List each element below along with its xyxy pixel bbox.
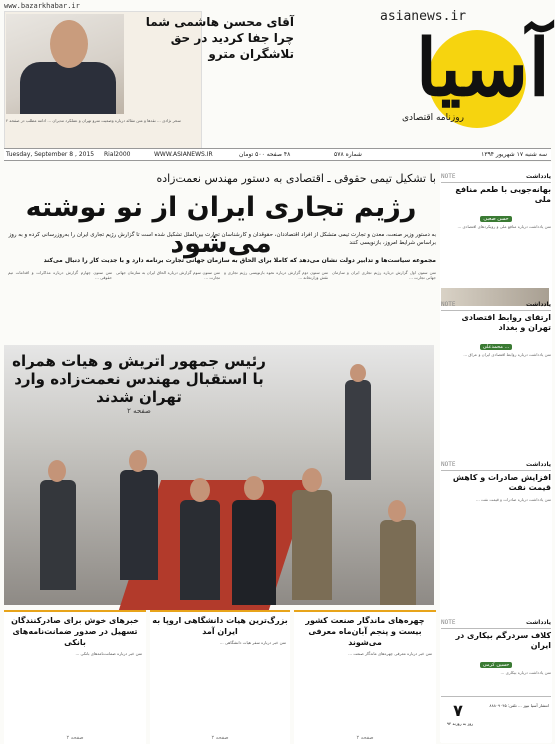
photo-figure: [120, 470, 158, 580]
photo-figure-head: [302, 468, 322, 492]
bottom-story-title: بزرگ‌ترین هیات دانشگاهی اروپا به ایران آمد: [152, 616, 288, 636]
dateline-date-fa: سه شنبه ۱۷ شهریور ۱۳۹۴: [481, 151, 547, 158]
publisher-address: انتشار آسیا نیوز ... تلفن: ۸۸۸۰۹۰۴۵: [489, 703, 549, 708]
main-lead: به دستور وزیر صنعت، معدن و تجارت تیمی متشکل از افراد اقتصاددان، حقوقدان و کارشناسان تجارت بین‌الملل تشکیل شده است تا گزارش رژیم تجاری ایران را به‌روزرسانی کرده و به روز براساس شرایط امروز، بازنویسی کنند: [8, 232, 436, 246]
inset-photo-figure: [20, 62, 116, 114]
note-label: NOTE: [441, 619, 456, 626]
masthead-logo: آسیا: [415, 23, 550, 114]
dateline-date-en: Tuesday, September 8 , 2015: [6, 151, 95, 158]
note-text: متن یادداشت درباره صادرات و قیمت نفت ...: [475, 497, 551, 502]
bottom-story-text: متن خبر درباره معرفی چهره‌های ماندگار صنعت ...: [348, 651, 432, 656]
photo-page-ref: صفحه ۲: [127, 407, 151, 415]
photo-figure-head: [350, 364, 366, 382]
dateline: [4, 148, 551, 161]
note-title: بهانه‌جویی با طعم منافع ملی: [455, 185, 551, 204]
note-title: افزایش صادرات و کاهش قیمت نفت: [452, 473, 551, 492]
right-column: [440, 162, 552, 742]
photo-figure: [40, 480, 76, 590]
note-tag: یادداشت: [526, 173, 551, 180]
bottom-story-title: خبرهای خوش برای صادرکنندگان تسهیل در صدور ضمانت‌نامه‌های بانکی: [11, 616, 139, 647]
main-column-4: متن ستون چهارم گزارش درباره مذاکرات و اقدامات تیم حقوقی ...: [8, 270, 112, 281]
main-column-2: متن ستون دوم گزارش درباره نحوه بازنویسی رژیم تجاری و نقش وزارتخانه ...: [224, 270, 328, 281]
photo-figure-head: [129, 450, 147, 472]
note-label: NOTE: [441, 301, 456, 308]
main-subhead: مجموعه سیاست‌ها و تدابیر دولت نشان می‌دهد که کاملا برای الحاق به سازمان جهانی تجارت برنامه دارد و با جدیت کار را دنبال می‌کند: [43, 257, 436, 264]
note-text: متن یادداشت درباره روابط اقتصادی ایران و عراق ...: [463, 352, 551, 357]
countdown-label: روز به روزنه ۹۴: [446, 721, 474, 726]
dateline-issue: شماره ۵۷۸: [334, 151, 362, 158]
note-text: متن یادداشت درباره منافع ملی و رویکردهای اقتصادی ...: [457, 224, 551, 229]
inset-title[interactable]: آقای محسن هاشمی شما چرا جفا کردید در حق تلاشگران مترو: [145, 15, 294, 61]
bottom-story-text: متن خبر درباره سفر هیات دانشگاهی ...: [219, 640, 286, 645]
dateline-price-en: Rial2000: [104, 151, 131, 158]
countdown-number: ۷: [453, 701, 463, 720]
note-author: حسین کرمی: [480, 662, 512, 668]
bottom-story-text: متن خبر درباره ضمانت‌نامه‌های بانکی ...: [75, 651, 142, 656]
photo-figure-head: [244, 476, 264, 500]
note-author: محمدعلی ...: [480, 344, 513, 350]
note-3[interactable]: [441, 460, 551, 617]
note-title: ارتقای روابط اقتصادی تهران و بغداد: [461, 313, 551, 332]
inset-photo-head: [50, 20, 88, 68]
main-kicker: با تشکیل تیمی حقوقی ـ اقتصادی به دستور مهندس نعمت‌زاده: [156, 172, 436, 185]
main-headline[interactable]: رژیم تجاری ایران از نو نوشته می‌شود: [25, 192, 417, 259]
photo-figure-head: [388, 500, 406, 522]
bottom-story-ref: صفحه ۲: [356, 735, 374, 741]
bottom-story-ref: صفحه ۲: [211, 735, 229, 741]
note-2[interactable]: [441, 300, 551, 442]
note-author: حسن صعبی: [480, 216, 511, 222]
note-tag: یادداشت: [526, 461, 551, 468]
masthead-site[interactable]: asianews.ir: [380, 9, 467, 24]
note-label: NOTE: [441, 173, 456, 180]
masthead-subtitle: روزنامه اقتصادی: [402, 113, 464, 123]
inset-text: سحر نژادی ... نقدها و متن مقاله درباره وضعیت مترو تهران و عملکرد مدیران ... ادامه مطلب در صفحه ۲: [6, 118, 181, 123]
note-text: متن یادداشت درباره بیکاری ...: [500, 670, 551, 675]
note-tag: یادداشت: [526, 619, 551, 626]
photo-figure-head: [190, 478, 210, 502]
bottom-story-3[interactable]: [4, 610, 146, 744]
photo-figure-soldier: [292, 490, 332, 600]
main-column-3: متن ستون سوم گزارش درباره الحاق ایران به سازمان جهانی تجارت ...: [116, 270, 220, 281]
bottom-story-1[interactable]: [294, 610, 436, 744]
photo-figure-head: [48, 460, 66, 482]
photo-figure: [232, 500, 276, 605]
watermark: www.bazarkhabar.ir: [4, 2, 80, 10]
note-title: کلاف سردرگم بیکاری در ایران: [455, 631, 551, 650]
bottom-story-2[interactable]: [150, 610, 290, 744]
note-1[interactable]: [441, 172, 551, 306]
bottom-story-title: چهره‌های ماندگار صنعت کشور بیست و پنجم آبان‌ماه معرفی می‌شوند: [305, 616, 425, 647]
note-tag: یادداشت: [526, 301, 551, 308]
photo-headline[interactable]: رئیس جمهور اتریش و هیات همراه با استقبال مهندس نعمت‌زاده وارد تهران شدند: [12, 352, 266, 406]
main-column-1: متن ستون اول گزارش درباره رژیم تجاری ایران و سازمان جهانی تجارت ...: [332, 270, 436, 281]
dateline-pages: ۴۸ صفحه ۵۰۰ تومان: [239, 151, 291, 158]
photo-figure: [345, 380, 371, 480]
note-label: NOTE: [441, 461, 456, 468]
dateline-site: WWW.ASIANEWS.IR: [154, 151, 213, 158]
photo-figure-soldier: [380, 520, 416, 605]
bottom-story-ref: صفحه ۲: [66, 735, 84, 741]
right-bottom-box: [441, 696, 551, 743]
photo-figure: [180, 500, 220, 600]
